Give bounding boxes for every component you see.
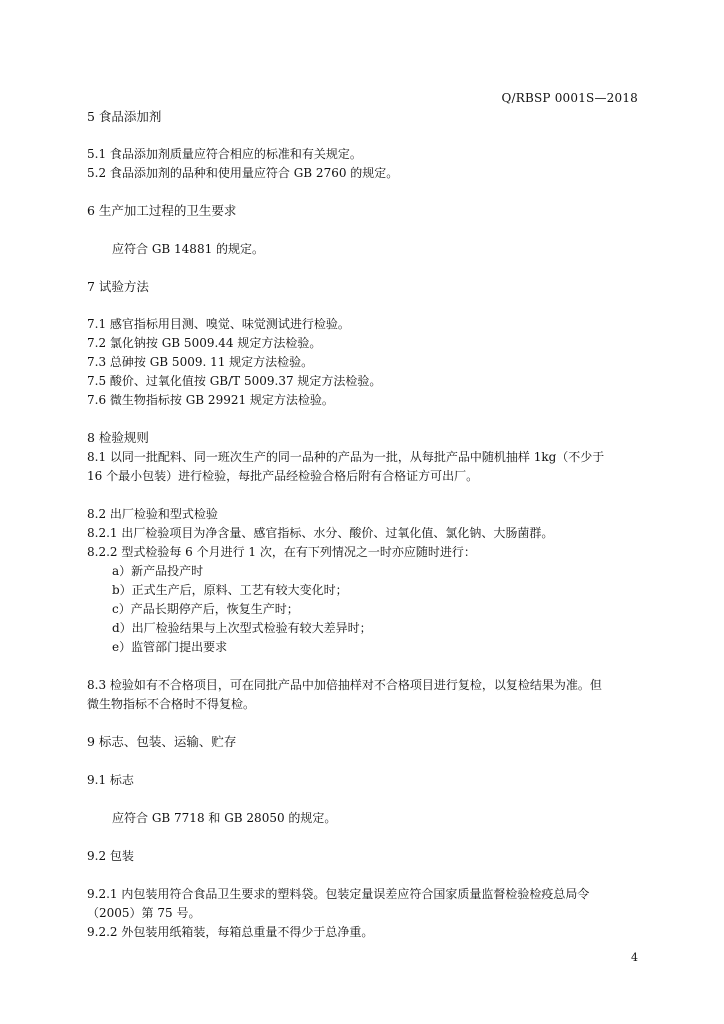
section-8-heading: 8 检验规则 xyxy=(87,430,149,445)
clause-7-1: 7.1 感官指标用目测、嗅觉、味觉测试进行检验。 xyxy=(87,317,350,331)
list-item-c: c）产品长期停产后，恢复生产时； xyxy=(112,602,299,616)
list-item-a: a）新产品投产时 xyxy=(112,564,204,578)
clause-8-1-line-2: 16 个最小包装）进行检验，每批产品经检验合格后附有合格证方可出厂。 xyxy=(87,469,479,483)
clause-8-2-heading: 8.2 出厂检验和型式检验 xyxy=(87,507,218,521)
clause-5-2: 5.2 食品添加剂的品种和使用量应符合 GB 2760 的规定。 xyxy=(87,166,399,180)
section-6-body: 应符合 GB 14881 的规定。 xyxy=(112,242,265,256)
clause-9-2-1-line-1: 9.2.1 内包装用符合食品卫生要求的塑料袋。包装定量误差应符合国家质量监督检验检疫总局令 xyxy=(87,887,590,901)
clause-8-3-line-2: 微生物指标不合格时不得复检。 xyxy=(87,697,256,711)
clause-5-1: 5.1 食品添加剂质量应符合相应的标准和有关规定。 xyxy=(87,147,362,161)
list-item-b: b）正式生产后，原料、工艺有较大变化时； xyxy=(112,583,348,597)
section-6-heading: 6 生产加工过程的卫生要求 xyxy=(87,203,237,218)
section-9-heading: 9 标志、包装、运输、贮存 xyxy=(87,734,237,749)
clause-9-1-body: 应符合 GB 7718 和 GB 28050 的规定。 xyxy=(112,811,337,825)
clause-9-2-heading: 9.2 包装 xyxy=(87,849,134,863)
list-item-d: d）出厂检验结果与上次型式检验有较大差异时； xyxy=(112,621,372,635)
section-7-heading: 7 试验方法 xyxy=(87,279,149,294)
clause-8-3-line-1: 8.3 检验如有不合格项目，可在同批产品中加倍抽样对不合格项目进行复检，以复检结果为准。但 xyxy=(87,678,602,692)
clause-9-2-2: 9.2.2 外包装用纸箱装，每箱总重量不得少于总净重。 xyxy=(87,925,374,939)
section-5-heading: 5 食品添加剂 xyxy=(87,109,162,124)
clause-7-6: 7.6 微生物指标按 GB 29921 规定方法检验。 xyxy=(87,393,334,407)
list-item-e: e）监管部门提出要求 xyxy=(112,640,228,654)
clause-9-2-1-line-2: （2005）第 75 号。 xyxy=(87,906,201,920)
clause-7-5: 7.5 酸价、过氧化值按 GB/T 5009.37 规定方法检验。 xyxy=(87,374,382,388)
clause-8-2-1: 8.2.1 出厂检验项目为净含量、感官指标、水分、酸价、过氧化值、氯化钠、大肠菌群。 xyxy=(87,526,554,540)
clause-8-2-2: 8.2.2 型式检验每 6 个月进行 1 次，在有下列情况之一时亦应随时进行： xyxy=(87,545,476,559)
page-number: 4 xyxy=(631,951,638,964)
page-header-code: Q/RBSP 0001S—2018 xyxy=(501,91,638,105)
clause-7-2: 7.2 氯化钠按 GB 5009.44 规定方法检验。 xyxy=(87,336,322,350)
clause-8-1-line-1: 8.1 以同一批配料、同一班次生产的同一品种的产品为一批，从每批产品中随机抽样 1kg（不少于 xyxy=(87,450,605,464)
clause-9-1-heading: 9.1 标志 xyxy=(87,773,134,787)
clause-7-3: 7.3 总砷按 GB 5009. 11 规定方法检验。 xyxy=(87,355,314,369)
